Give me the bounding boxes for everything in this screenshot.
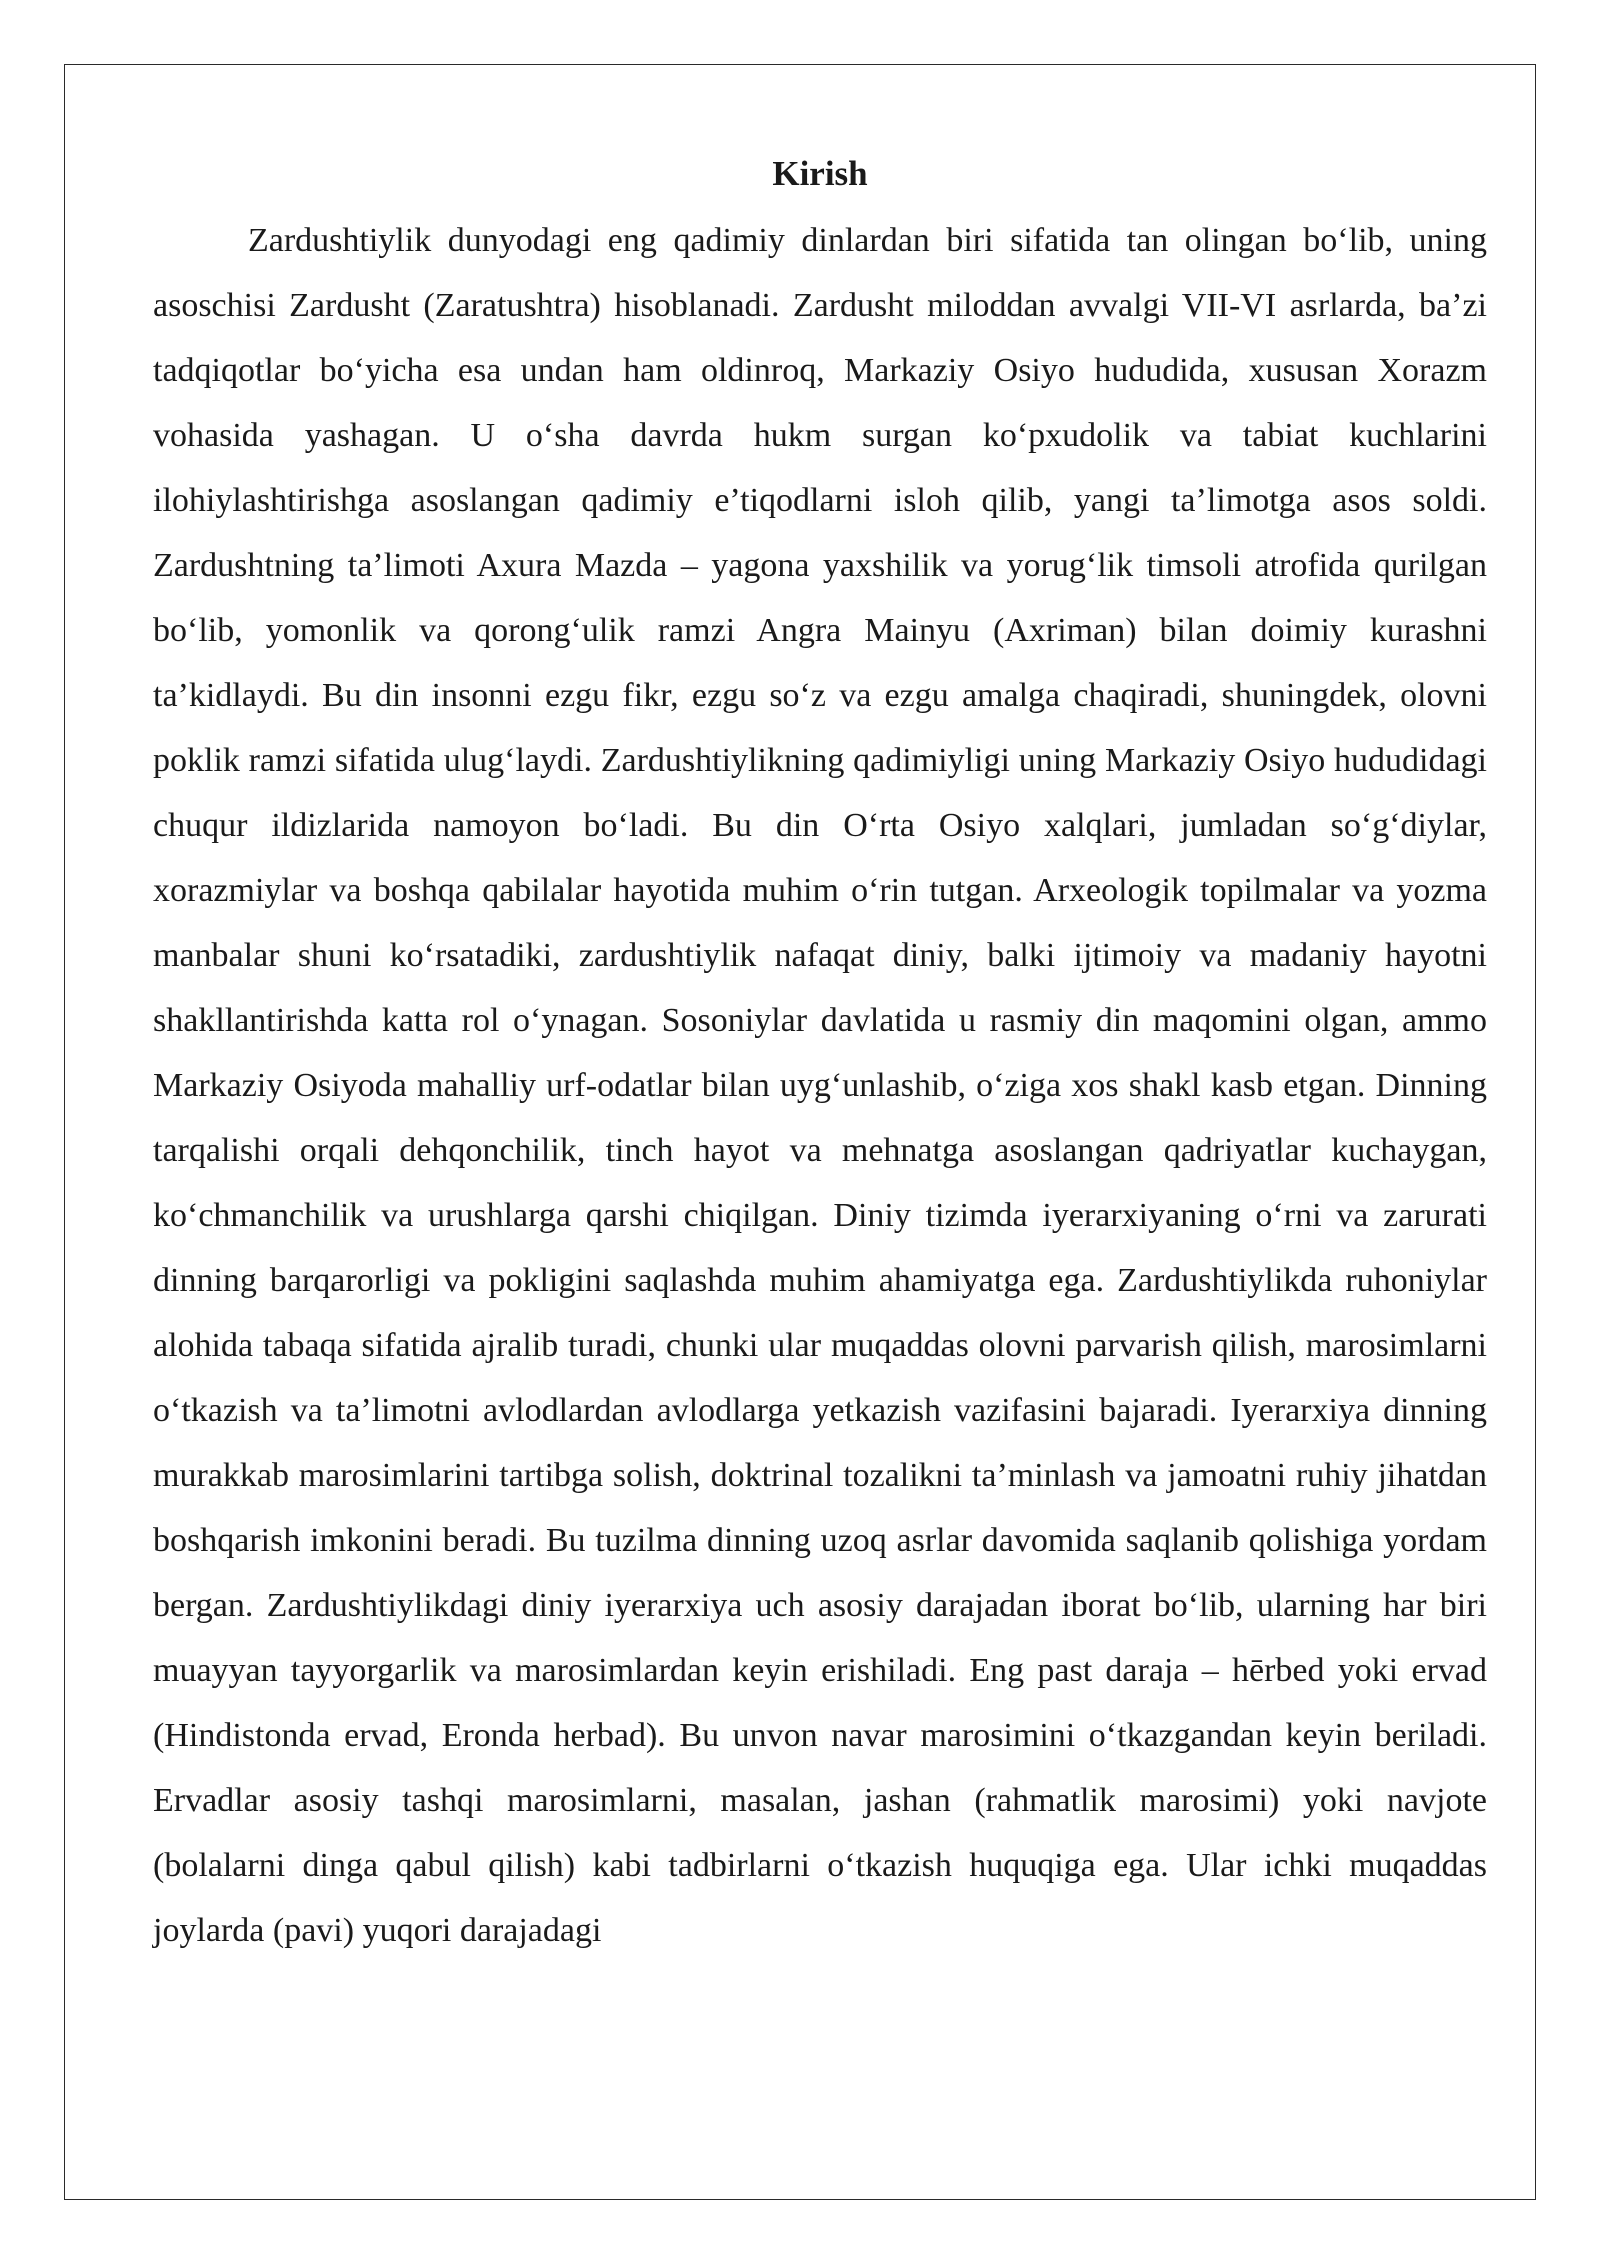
document-title: Kirish bbox=[772, 154, 868, 193]
document-body bbox=[153, 148, 1487, 1963]
main-paragraph: Zardushtiylik dunyodagi eng qadimiy dinlardan biri sifatida tan olingan bo‘lib, uning asoschisi Zardusht (Zaratushtra) hisoblanadi. Zardusht miloddan avvalgi VII-VI asrlarda, ba’zi tadqiqotlar bo‘yicha esa undan ham oldinroq, Markaziy Osiyo hududida, xususan Xorazm vohasida yashagan. U o‘sha davrda hukm surgan ko‘pxudolik va tabiat kuchlarini ilohiylashtirishga asoslangan qadimiy e’tiqodlarni isloh qilib, yangi ta’limotga asos soldi. Zardushtning ta’limoti Axura Mazda – yagona yaxshilik va yorug‘lik timsoli atrofida qurilgan bo‘lib, yomonlik va qorong‘ulik ramzi Angra Mainyu (Axriman) bilan doimiy kurashni ta’kidlaydi. Bu din insonni ezgu fikr, ezgu so‘z va ezgu amalga chaqiradi, shuningdek, olovni poklik ramzi sifatida ulug‘laydi. Zardushtiylikning qadimiyligi uning Markaziy Osiyo hududidagi chuqur ildizlarida namoyon bo‘ladi. Bu din O‘rta Osiyo xalqlari, jumladan so‘g‘diylar, xorazmiylar va boshqa qabilalar hayotida muhim o‘rin tutgan. Arxeologik topilmalar va yozma manbalar shuni ko‘rsatadiki, zardushtiylik nafaqat diniy, balki ijtimoiy va madaniy hayotni shakllantirishda katta rol o‘ynagan. Sosoniylar davlatida u rasmiy din maqomini olgan, ammo Markaziy Osiyoda mahalliy urf-odatlar bilan uyg‘unlashib, o‘ziga xos shakl kasb etgan. Dinning tarqalishi orqali dehqonchilik, tinch hayot va mehnatga asoslangan qadriyatlar kuchaygan, ko‘chmanchilik va urushlarga qarshi chiqilgan. Diniy tizimda iyerarxiyaning o‘rni va zarurati dinning barqarorligi va pokligini saqlashda muhim ahamiyatga ega. Zardushtiylikda ruhoniylar alohida tabaqa sifatida ajralib turadi, chunki ular muqaddas olovni parvarish qilish, marosimlarni o‘tkazish va ta’limotni avlodlardan avlodlarga yetkazish vazifasini bajaradi. Iyerarxiya dinning murakkab marosimlarini tartibga solish, doktrinal tozalikni ta’minlash va jamoatni ruhiy jihatdan boshqarish imkonini beradi. Bu tuzilma dinning uzoq asrlar davomida saqlanib qolishiga yordam bergan. Zardushtiylikdagi diniy iyerarxiya uch asosiy darajadan iborat bo‘lib, ularning har biri muayyan tayyorgarlik va marosimlardan keyin erishiladi. Eng past daraja – hērbed yoki ervad (Hindistonda ervad, Eronda herbad). Bu unvon navar marosimini o‘tkazgandan keyin beriladi. Ervadlar asosiy tashqi marosimlarni, masalan, jashan (rahmatlik marosimi) yoki navjote (bolalarni dinga qabul qilish) kabi tadbirlarni o‘tkazish huquqiga ega. Ular ichki muqaddas joylarda (pavi) yuqori darajadagi bbox=[153, 222, 1487, 1949]
